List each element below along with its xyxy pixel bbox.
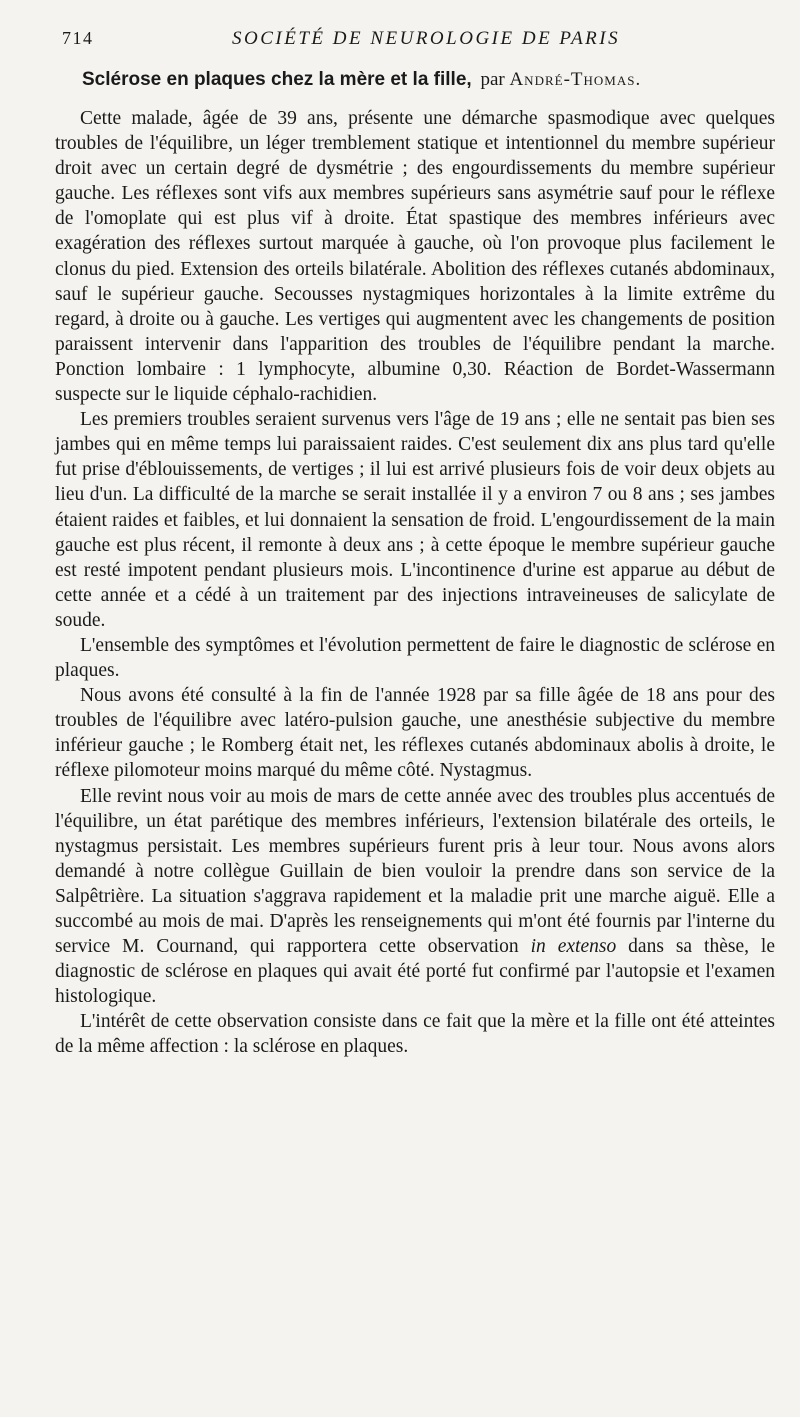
paragraph-text: Nous avons été consulté à la fin de l'année 1928 par sa fille âgée de 18 ans pour des troubles de l'équilibre avec latéro-pulsion gauche, une anesthésie subjective du membre inférieur gauche ; le Romberg était net, les réflexes cutanés abdominaux abolis à droite, le réflexe pilomoteur moins marqué du même côté. Nystagmus. — [55, 685, 775, 782]
paragraph — [55, 106, 775, 407]
page-number: 714 — [62, 28, 94, 48]
paragraph — [55, 633, 775, 683]
paragraph — [55, 784, 775, 1010]
paragraph-text: L'ensemble des symptômes et l'évolution permettent de faire le diagnostic de sclérose en plaques. — [55, 634, 775, 682]
paragraph-text: L'intérêt de cette observation consiste dans ce fait que la mère et la fille ont été atteintes de la même affection : la sclérose en plaques. — [55, 1011, 775, 1058]
paragraph-text: Elle revint nous voir au mois de mars de cette année avec des troubles plus accentués de l'équilibre, un état parétique des membres inférieurs, l'extension bilatérale des orteils, le nystagmus persistait. Les membres supérieurs furent pris à leur tour. Nous avons alors demandé à notre collègue Guillain de bien vouloir la prendre dans son service de la Salpêtrière. La situation s'aggrava rapidement et la maladie prit une marche aiguë. Elle a succombé au mois de mai. D'après les renseignements qui m'ont été fournis par l'interne du service M. Cournand, qui rapportera cette observation — [55, 785, 775, 958]
italic-phrase: in extenso — [530, 936, 617, 958]
paragraph-text: dans sa thèse, le diagnostic de sclérose en plaques qui avait été porté fut confirmé par l'autopsie et l'examen histologique. — [55, 936, 775, 1008]
article-title: Sclérose en plaques chez la mère et la fille, — [82, 69, 472, 90]
paragraph-text: Les premiers troubles seraient survenus vers l'âge de 19 ans ; elle ne sentait pas bien ses jambes qui en même temps lui paraissaient raides. C'est seulement dix ans plus tard qu'elle fut prise d'éblouissements, de vertiges ; il lui est arrivé plusieurs fois de voir deux objets au lieu d'un. La difficulté de la marche se serait installée il y a environ 7 ou 8 ans ; ses jambes étaient raides et faibles, et lui donnaient la sensation de froid. L'engourdissement de la main gauche est plus récent, il remonte à deux ans ; à cette époque le membre supérieur gauche est resté impotent pendant plusieurs mois. L'incontinence d'urine est apparue au début de cette année et a cédé à un traitement par des injections intraveineuses de salicylate de soude. — [55, 409, 775, 631]
journal-name: SOCIÉTÉ DE NEUROLOGIE DE PARIS — [232, 28, 621, 49]
article-by: par — [480, 69, 505, 90]
article-title-line — [82, 69, 782, 91]
paragraph — [55, 407, 775, 633]
paragraph — [55, 1009, 775, 1059]
running-head — [62, 28, 774, 58]
paragraph-text: Cette malade, âgée de 39 ans, présente une démarche spasmodique avec quelques troubles de l'équilibre, un léger tremblement statique et intentionnel du membre supérieur droit avec un certain degré de dysmétrie ; des engourdissements du membre supérieur gauche. Les réflexes sont vifs aux membres supérieurs sans asymétrie sauf pour le réflexe de l'omoplate qui est plus vif à droite. État spastique des membres inférieurs avec exagération des réflexes surtout marquée à gauche, où l'on provoque plus facilement le clonus du pied. Extension des orteils bilatérale. Abolition des réflexes cutanés abdominaux, sauf le supérieur gauche. Secousses nystagmiques horizontales à la limite extrême du regard, à droite ou à gauche. Les vertiges qui augmentent avec les changements de position paraissent intervenir dans l'apparition des troubles de l'équilibre pendant la marche. Ponction lombaire : 1 lymphocyte, albumine 0,30. Réaction de Bordet-Wassermann suspecte sur le liquide céphalo-rachidien. — [55, 108, 775, 406]
article-body — [55, 106, 775, 1060]
paragraph — [55, 683, 775, 783]
article-author: André-Thomas. — [509, 69, 642, 90]
